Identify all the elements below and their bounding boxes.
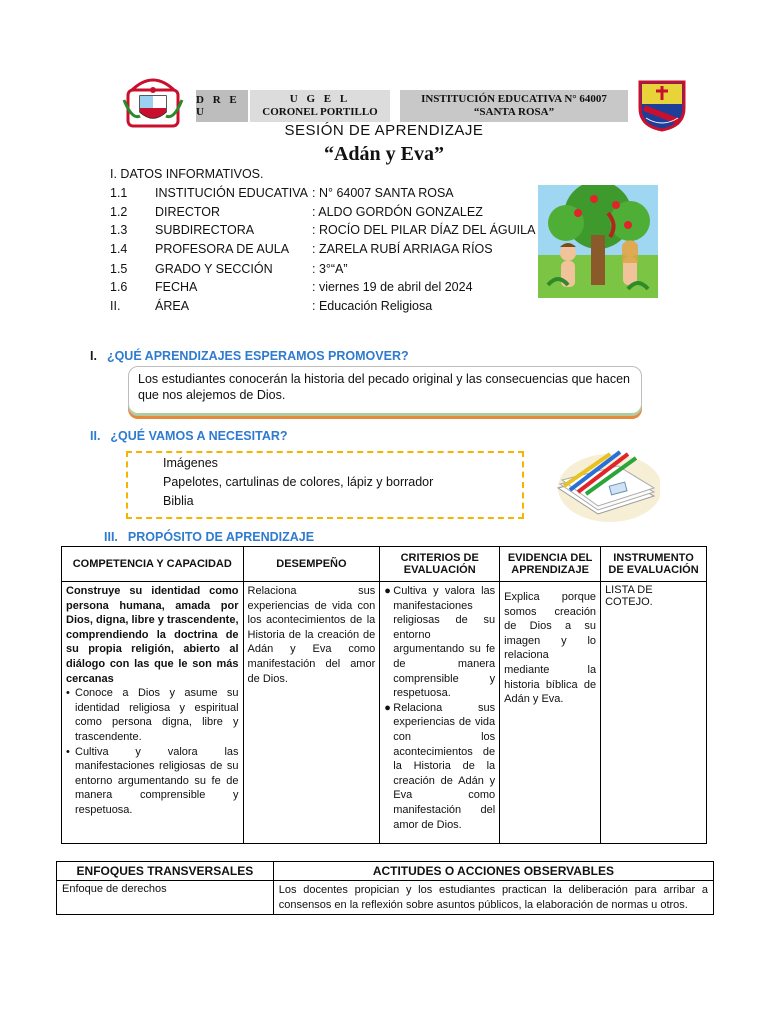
adam-and-eve-illustration — [538, 185, 658, 298]
section-3-heading — [104, 530, 314, 544]
header-instrumento: INSTRUMENTO DE EVALUACIÓN — [601, 547, 707, 582]
header-desempeno: DESEMPEÑO — [243, 547, 380, 582]
datos-num: 1.5 — [110, 262, 128, 276]
datos-num: 1.1 — [110, 186, 128, 200]
enfoque-cell: Enfoque de derechos — [57, 881, 274, 915]
ugel-line1: U G E L — [289, 93, 351, 105]
criterio-item — [384, 701, 495, 832]
criterios-cell — [380, 582, 500, 844]
bullet-icon: • — [66, 687, 70, 700]
header-evidencia: EVIDENCIA DEL APRENDIZAJE — [500, 547, 601, 582]
capacidad-text: Conoce a Dios y asume su identidad religiosa y espiritual como persona digna, libre y trascendente. — [75, 687, 239, 743]
table-header-row — [57, 862, 714, 881]
datos-num: 1.6 — [110, 280, 128, 294]
materials-item: Imágenes — [163, 456, 218, 470]
instrumento-cell: LISTA DE COTEJO. — [601, 582, 707, 844]
criterio-item — [384, 584, 495, 701]
section-2-number: II. — [90, 429, 101, 443]
ugel-label — [250, 90, 390, 122]
section-1-number: I. — [90, 349, 97, 363]
table-row — [62, 582, 707, 844]
purpose-table — [61, 546, 707, 844]
learning-goal-text: Los estudiantes conocerán la historia del pecado original y las consecuencias que hacen que nos alejemos de Dios. — [138, 372, 630, 402]
bullet-icon: • — [66, 745, 70, 758]
datos-label: PROFESORA DE AULA — [155, 242, 290, 256]
dreu-label: D R E U — [196, 90, 248, 122]
bullet-icon: ● — [384, 585, 391, 597]
materials-item: Papelotes, cartulinas de colores, lápiz y borrador — [163, 475, 434, 489]
capacidad-item — [66, 686, 239, 744]
datos-value: : ROCÍO DEL PILAR DÍAZ DEL ÁGUILA — [312, 223, 536, 237]
section-1-title: ¿QUÉ APRENDIZAJES ESPERAMOS PROMOVER? — [106, 349, 409, 363]
capacidad-item — [66, 745, 239, 818]
institution-line2: “SANTA ROSA” — [473, 106, 555, 118]
datos-label: SUBDIRECTORA — [155, 223, 255, 237]
competencia-text: Construye su identidad como persona humana, amada por Dios, digna, libre y trascendente, comprendiendo la doctrina de su propia religión, abierto al diálogo con las que le son más cercanas — [66, 585, 239, 685]
papers-and-pencils-illustration — [550, 444, 660, 524]
datos-label: INSTITUCIÓN EDUCATIVA — [155, 186, 309, 200]
session-label: SESIÓN DE APRENDIZAJE — [284, 122, 484, 139]
header-criterios: CRITERIOS DE EVALUACIÓN — [380, 547, 500, 582]
datos-value: : ZARELA RUBÍ ARRIAGA RÍOS — [312, 242, 493, 256]
section-2-title: ¿QUÉ VAMOS A NECESITAR? — [110, 429, 288, 443]
competencia-cell — [62, 582, 244, 844]
institution-line1: INSTITUCIÓN EDUCATIVA N° 64007 — [421, 93, 607, 105]
datos-heading: I. DATOS INFORMATIVOS. — [110, 167, 264, 181]
datos-label: GRADO Y SECCIÓN — [155, 262, 273, 276]
criterio-text: Relaciona sus experiencias de vida con los acontecimientos de la Historia de la creación de Adán y Eva como manifestación del amor de Dios. — [393, 701, 496, 831]
section-3-title: PROPÓSITO DE APRENDIZAJE — [127, 530, 315, 544]
section-3-number: III. — [104, 530, 118, 544]
evidencia-cell: Explica porque somos creación de Dios a su imagen y lo relaciona mediante la historia bíblica de Adán y Eva. — [500, 582, 601, 844]
table-row — [57, 881, 714, 915]
datos-num: 1.2 — [110, 205, 128, 219]
ugel-line2: CORONEL PORTILLO — [262, 106, 378, 118]
datos-label: FECHA — [155, 280, 198, 294]
institution-label — [400, 90, 628, 122]
section-2-heading — [90, 429, 288, 443]
criterio-text: Cultiva y valora las manifestaciones religiosas de su entorno argumentando su fe de manera comprensible y respetuosa. — [393, 585, 496, 700]
section-1-heading — [90, 349, 409, 363]
datos-label: DIRECTOR — [155, 205, 221, 219]
materials-item: Biblia — [163, 494, 194, 508]
header-competencia: COMPETENCIA Y CAPACIDAD — [62, 547, 244, 582]
page-title: “Adán y Eva” — [323, 143, 445, 165]
datos-value: : viernes 19 de abril del 2024 — [312, 280, 473, 294]
datos-value: : Educación Religiosa — [312, 299, 433, 313]
transversal-table — [56, 861, 714, 915]
table-header-row — [62, 547, 707, 582]
desempeno-cell: Relaciona sus experiencias de vida con los acontecimientos de la Historia de la creación de Adán y Eva como manifestación del amor de Dios. — [243, 582, 380, 844]
datos-value: : 3°“A” — [312, 262, 348, 276]
datos-num: 1.3 — [110, 223, 128, 237]
datos-num: 1.4 — [110, 242, 128, 256]
header-enfoques: ENFOQUES TRANSVERSALES — [57, 862, 274, 881]
actitudes-cell: Los docentes propician y los estudiantes practican la deliberación para arribar a consensos en la reflexión sobre asuntos públicos, la elaboración de normas u otros. — [273, 881, 713, 915]
datos-value: : N° 64007 SANTA ROSA — [312, 186, 454, 200]
capacidad-text: Cultiva y valora las manifestaciones religiosas de su entorno argumentando su fe de manera comprensible y respetuosa. — [75, 745, 239, 816]
bullet-icon: ● — [384, 701, 391, 714]
datos-label: ÁREA — [155, 299, 190, 313]
datos-value: : ALDO GORDÓN GONZALEZ — [312, 205, 483, 219]
header-actitudes: ACTITUDES O ACCIONES OBSERVABLES — [273, 862, 713, 881]
datos-num: II. — [110, 299, 121, 313]
